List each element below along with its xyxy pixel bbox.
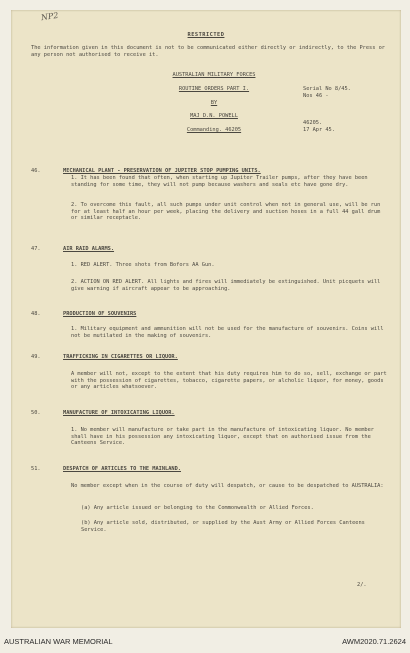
section-title: MANUFACTURE OF INTOXICATING LIQUOR. (63, 410, 175, 416)
section-number: 51. (31, 466, 41, 472)
section-title: PRODUCTION OF SOUVENIRS (63, 311, 137, 317)
org-heading: AUSTRALIAN MILITARY FORCES (172, 72, 256, 78)
continuation-marker: 2/. (357, 582, 367, 588)
section-number: 46. (31, 168, 41, 174)
by-heading: BY (210, 100, 218, 106)
orders-heading: ROUTINE ORDERS PART I. (178, 86, 250, 92)
order-date: 17 Apr 45. (303, 127, 335, 133)
serial-number: Serial No 8/45. (303, 86, 351, 92)
section-title: MECHANICAL PLANT - PRESERVATION OF JUPITER STOP PUMPING UNITS. (63, 168, 261, 174)
section-subparagraph: (a) Any article issued or belonging to the Commonwealth or Allied Forces. (81, 505, 314, 511)
section-title: DESPATCH OF ARTICLES TO THE MAINLAND. (63, 466, 181, 472)
officer-heading: MAJ D.N. POWELL (190, 113, 238, 119)
command-heading: Commanding. 46205 (186, 127, 242, 133)
section-title: TRAFFICKING IN CIGARETTES OR LIQUOR. (63, 354, 178, 360)
footer-accession-number: AWM2020.71.2624 (342, 637, 406, 646)
section-paragraph: 2. ACTION ON RED ALERT. All lights and fires will immediately be extinguished. Unit picquets will give warning if aircraft appear to be approaching. (71, 279, 381, 292)
section-number: 49. (31, 354, 41, 360)
unit-number: 46205. (303, 120, 323, 126)
order-numbers: Nos 46 - (303, 93, 329, 99)
section-paragraph: 1. No member will manufacture or take part in the manufacture of intoxicating liquor. No member shall have in his possession any intoxicating liquor, except that on authorised issue from the Canteens Service. (71, 427, 374, 447)
section-paragraph: A member will not, except to the extent that his duty requires him to do so, sell, exchange or part with the possession of cigarettes, tobacco, cigarette papers, or alcholic liquor, for money, goods or any articles whatsoever. (71, 371, 387, 391)
order-sheet (11, 10, 401, 628)
section-paragraph: 1. RED ALERT. Three shots from Bofors AA Gun. (71, 262, 215, 268)
section-subparagraph: (b) Any article sold, distributed, or supplied by the Aust Army or Allied Forces Canteens Service. (81, 520, 365, 533)
section-title: AIR RAID ALARMS. (63, 246, 115, 252)
section-paragraph: 1. It has been found that often, when starting up Jupiter Trailer pumps, after they have been standing for some time, they will not pump because washers and seals etc have gone dry. (71, 175, 368, 188)
section-number: 50. (31, 410, 41, 416)
section-paragraph: No member except when in the course of duty will despatch, or cause to be despatched to AUSTRALIA: (71, 483, 384, 489)
restricted-heading: RESTRICTED (187, 32, 225, 38)
section-number: 48. (31, 311, 41, 317)
handwritten-note: NP2 (40, 10, 59, 23)
intro-text: The information given in this document is not to be communicated either directly or indirectly, to the Press or any person not authorised to receive it. (31, 45, 385, 58)
footer-archive-name: AUSTRALIAN WAR MEMORIAL (4, 637, 113, 646)
section-paragraph: 2. To overcome this fault, all such pumps under unit control when not in general use, will be run for at least half an hour per week, placing the delivery and suction hoses in a full 44 gall drum or similar receptacle. (71, 202, 381, 222)
section-number: 47. (31, 246, 41, 252)
section-paragraph: 1. Military equipment and ammunition will not be used for the manufacture of souvenirs. Coins will not be mutilated in the making of souvenirs. (71, 326, 384, 339)
